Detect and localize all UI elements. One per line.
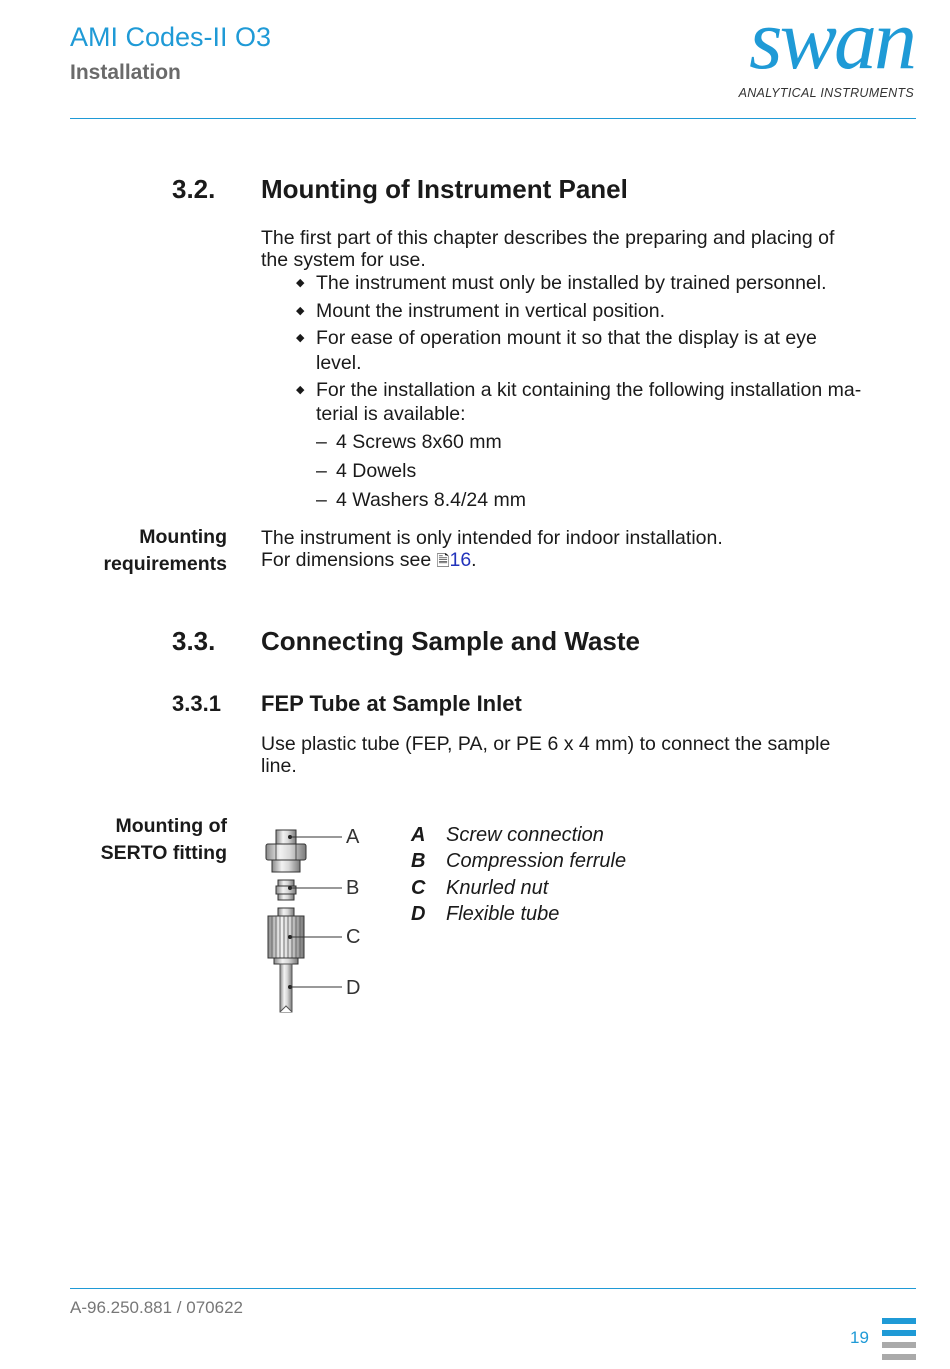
mounting-req-text bbox=[261, 549, 477, 572]
legend-label: Screw connection bbox=[446, 824, 604, 846]
page-ref-icon: 🗎 bbox=[436, 551, 450, 570]
swan-logo: swan bbox=[749, 0, 914, 87]
dash-icon: – bbox=[316, 431, 327, 453]
dash-icon: – bbox=[316, 489, 327, 511]
section-title: Connecting Sample and Waste bbox=[261, 626, 640, 656]
screw-connection-part bbox=[266, 830, 306, 872]
legend-key: D bbox=[411, 903, 426, 925]
kit-item: 4 Dowels bbox=[336, 460, 417, 482]
footer-stripe bbox=[882, 1318, 916, 1324]
footer-stripe bbox=[882, 1354, 916, 1360]
legend-label: Flexible tube bbox=[446, 903, 560, 925]
callout-label: B bbox=[346, 877, 360, 899]
subsection-text: line. bbox=[261, 755, 297, 777]
section-number: 3.3. bbox=[172, 626, 216, 656]
callout-label: C bbox=[346, 926, 361, 948]
margin-label-line: Mounting of bbox=[115, 815, 227, 837]
kit-item: 4 Washers 8.4/24 mm bbox=[336, 489, 527, 511]
margin-label-serto bbox=[27, 813, 227, 867]
bullet-item: For the installation a kit containing the following installation ma- bbox=[316, 379, 862, 401]
section-number: 3.2. bbox=[172, 174, 216, 204]
legend-label: Compression ferrule bbox=[446, 850, 627, 872]
logo-tagline: ANALYTICAL INSTRUMENTS bbox=[738, 86, 914, 100]
subsection-title: FEP Tube at Sample Inlet bbox=[261, 691, 522, 716]
document-number: A-96.250.881 / 070622 bbox=[70, 1298, 243, 1317]
page-ref-link[interactable]: 16 bbox=[449, 549, 472, 571]
document-title: AMI Codes-II O3 bbox=[70, 22, 272, 52]
chapter-name: Installation bbox=[70, 61, 181, 84]
serto-fitting-diagram bbox=[260, 820, 380, 1020]
legend-key: A bbox=[411, 824, 426, 846]
knurled-nut-part bbox=[268, 908, 304, 964]
dash-icon: – bbox=[316, 460, 327, 482]
mounting-req-suffix: . bbox=[471, 549, 477, 571]
bullet-icon: ◆ bbox=[296, 332, 305, 344]
bullet-icon: ◆ bbox=[296, 305, 305, 317]
margin-label-mounting-requirements bbox=[27, 524, 227, 578]
intro-line: The first part of this chapter describes the preparing and placing of bbox=[261, 227, 835, 249]
subsection-text: Use plastic tube (FEP, PA, or PE 6 x 4 mm) to connect the sample bbox=[261, 733, 831, 755]
footer-stripe bbox=[882, 1342, 916, 1348]
footer-rule bbox=[70, 1288, 916, 1289]
legend-label: Knurled nut bbox=[446, 877, 549, 899]
bullet-item-cont: level. bbox=[316, 352, 362, 374]
section-title: Mounting of Instrument Panel bbox=[261, 174, 628, 204]
intro-line: the system for use. bbox=[261, 249, 426, 271]
mounting-req-text: The instrument is only intended for indoor installation. bbox=[261, 527, 723, 549]
legend-key: C bbox=[411, 877, 426, 899]
bullet-item: For ease of operation mount it so that the display is at eye bbox=[316, 327, 817, 349]
mounting-req-prefix: For dimensions see bbox=[261, 549, 432, 571]
footer-stripe bbox=[882, 1330, 916, 1336]
bullet-icon: ◆ bbox=[296, 277, 305, 289]
header-rule bbox=[70, 118, 916, 119]
bullet-item: The instrument must only be installed by trained personnel. bbox=[316, 272, 827, 294]
subsection-number: 3.3.1 bbox=[172, 691, 221, 716]
margin-label-line: SERTO fitting bbox=[100, 842, 227, 864]
callout-label: D bbox=[346, 977, 361, 999]
kit-item: 4 Screws 8x60 mm bbox=[336, 431, 502, 453]
bullet-item-cont: terial is available: bbox=[316, 403, 466, 425]
margin-label-line: requirements bbox=[103, 553, 227, 575]
page-number: 19 bbox=[850, 1328, 869, 1347]
callout-label: A bbox=[346, 826, 360, 848]
bullet-icon: ◆ bbox=[296, 384, 305, 396]
legend-key: B bbox=[411, 850, 426, 872]
compression-ferrule-part bbox=[276, 880, 296, 900]
bullet-item: Mount the instrument in vertical position. bbox=[316, 300, 666, 322]
flexible-tube-part bbox=[280, 964, 292, 1012]
margin-label-line: Mounting bbox=[139, 526, 227, 548]
